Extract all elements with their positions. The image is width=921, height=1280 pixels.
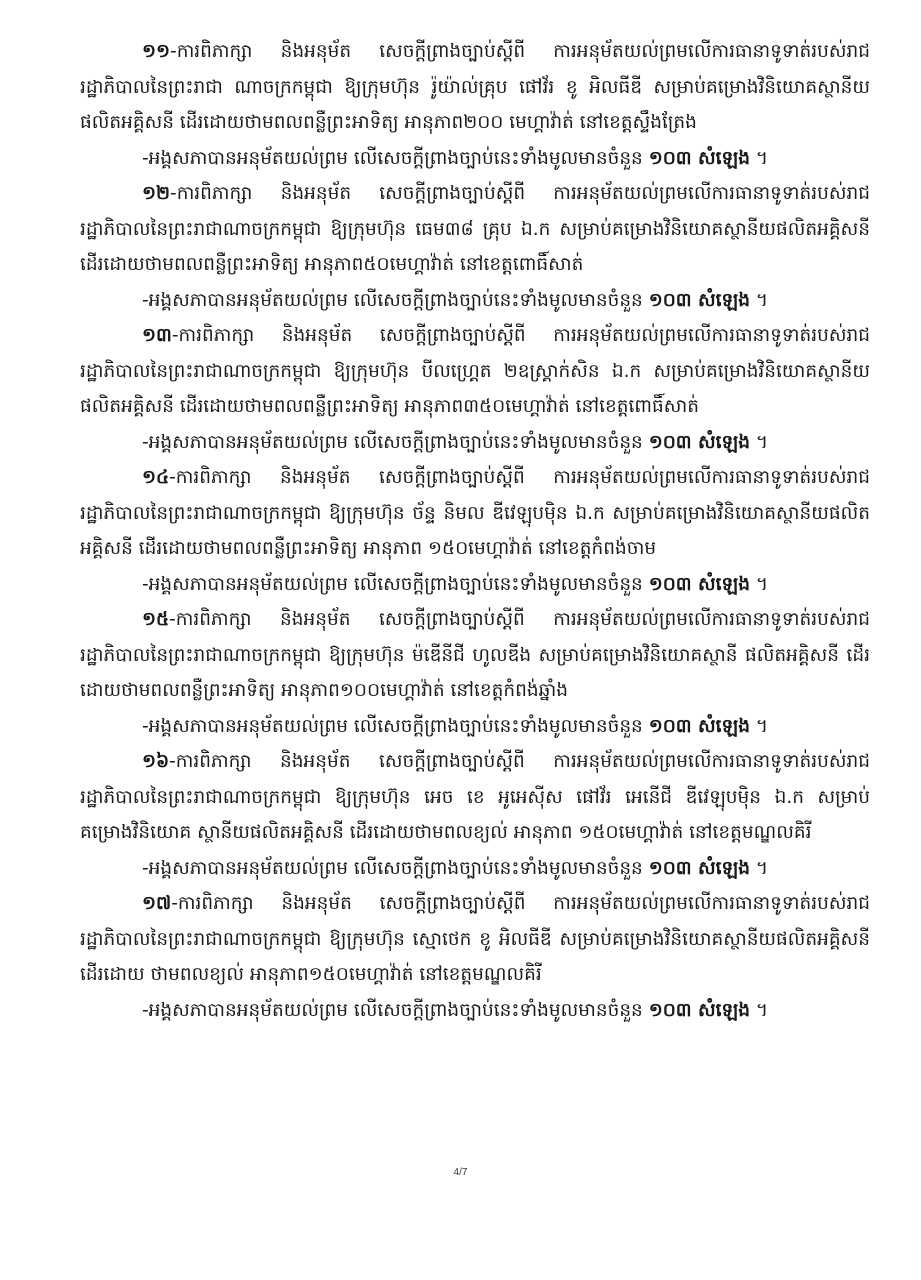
- vote-text: -អង្គសភាបានអនុម័តយល់ព្រម លើសេចក្ដីព្រាងច្បាប់នេះទាំងមូលមានចំនួន: [142, 999, 649, 1021]
- vote-end: ។: [749, 289, 769, 311]
- vote-result: [80, 425, 870, 461]
- item-paragraph: [80, 602, 870, 709]
- vote-count: ១០៣ សំឡេង: [648, 573, 750, 595]
- item-paragraph: [80, 886, 870, 993]
- item-text: -ការពិភាក្សា និងអនុម័ត សេចក្ដីព្រាងច្បាប់ស្ដីពី ការអនុម័តយល់ព្រមលើការធានាទូទាត់របស់រាជរដ្ឋាភិបាលនៃព្រះរាជាណាចក្រកម្ពុជា ឱ្យក្រុមហ៊ុន ច័ន្ទ និមល ឌីវេឡុបម៉ិន ឯ.ក សម្រាប់គម្រោងវិនិយោគស្ថានីយផលិតអគ្គិសនី ដើរដោយថាមពលពន្លឺព្រះអាទិត្យ អានុភាព ១៥០មេហ្គាវ៉ាត់ នៅខេត្តកំពង់ចាម: [80, 467, 870, 559]
- item-paragraph: [80, 460, 870, 567]
- vote-count: ១០៣ សំឡេង: [648, 715, 750, 737]
- vote-result: [80, 283, 870, 319]
- vote-text: -អង្គសភាបានអនុម័តយល់ព្រម លើសេចក្ដីព្រាងច្បាប់នេះទាំងមូលមានចំនួន: [142, 715, 649, 737]
- vote-end: ។: [749, 147, 769, 169]
- item-text: -ការពិភាក្សា និងអនុម័ត សេចក្ដីព្រាងច្បាប់ស្ដីពី ការអនុម័តយល់ព្រមលើការធានាទូទាត់របស់រាជរដ្ឋាភិបាលនៃព្រះរាជាណាចក្រកម្ពុជា ឱ្យក្រុមហ៊ុន អេច ខេ អូអេស៊ីស ផៅវ័រ អេនើជី ឌីវេឡុបម៉ិន ឯ.ក សម្រាប់គម្រោងវិនិយោគ ស្ថានីយផលិតអគ្គិសនី ដើរដោយថាមពលខ្យល់ អានុភាព ១៥០មេហ្គាវ៉ាត់ នៅខេត្តមណ្ឌលគិរី: [80, 751, 870, 843]
- vote-end: ។: [749, 857, 769, 879]
- vote-count: ១០៣ សំឡេង: [648, 431, 750, 453]
- item-text: -ការពិភាក្សា និងអនុម័ត សេចក្ដីព្រាងច្បាប់ស្ដីពី ការអនុម័តយល់ព្រមលើការធានាទូទាត់របស់រាជរដ្ឋាភិបាលនៃព្រះរាជាណាចក្រកម្ពុជា ឱ្យក្រុមហ៊ុន បីលហ្រ្គេត ២ឧស្គ្រាក់សិន ឯ.ក សម្រាប់គម្រោងវិនិយោគស្ថានីយផលិតអគ្គិសនី ដើរដោយថាមពលពន្លឺព្រះអាទិត្យ អានុភាព៣៥០មេហ្គាវ៉ាត់ នៅខេត្តពោធិ៍សាត់: [80, 325, 870, 417]
- agenda-item-14: [80, 460, 870, 602]
- document-body: [80, 34, 870, 1028]
- item-number: ១៤: [142, 467, 170, 488]
- vote-end: ។: [749, 573, 769, 595]
- item-number: ១៧: [142, 893, 172, 914]
- item-text: -ការពិភាក្សា និងអនុម័ត សេចក្ដីព្រាងច្បាប់ស្ដីពី ការអនុម័តយល់ព្រមលើការធានាទូទាត់របស់រាជរដ្ឋាភិបាលនៃព្រះរាជាណាចក្រកម្ពុជា ឱ្យក្រុមហ៊ុន ធេម៣៨ គ្រុប ឯ.ក សម្រាប់គម្រោងវិនិយោគស្ថានីយផលិតអគ្គិសនី ដើរដោយថាមពលពន្លឺព្រះអាទិត្យ អានុភាព៥០មេហ្គាវ៉ាត់ នៅខេត្តពោធិ៍សាត់: [80, 183, 870, 275]
- item-number: ១៣: [142, 325, 172, 346]
- vote-end: ។: [749, 431, 769, 453]
- page-number: 4/7: [453, 1167, 468, 1178]
- vote-text: -អង្គសភាបានអនុម័តយល់ព្រម លើសេចក្ដីព្រាងច្បាប់នេះទាំងមូលមានចំនួន: [142, 857, 649, 879]
- vote-result: [80, 993, 870, 1029]
- item-number: ១១: [142, 41, 171, 62]
- agenda-item-12: [80, 176, 870, 318]
- item-text: -ការពិភាក្សា និងអនុម័ត សេចក្ដីព្រាងច្បាប់ស្ដីពី ការអនុម័តយល់ព្រមលើការធានាទូទាត់របស់រាជរដ្ឋាភិបាលនៃព្រះរាជាណាចក្រកម្ពុជា ឱ្យក្រុមហ៊ុន ម៉ឌើនីជី ហូលឌីង សម្រាប់គម្រោងវិនិយោគស្ថានី ផលិតអគ្គិសនី ដើរដោយថាមពលពន្លឺព្រះអាទិត្យ អានុភាព១០០មេហ្គាវ៉ាត់ នៅខេត្តកំពង់ឆ្នាំង: [80, 609, 870, 701]
- vote-text: -អង្គសភាបានអនុម័តយល់ព្រម លើសេចក្ដីព្រាងច្បាប់នេះទាំងមូលមានចំនួន: [142, 573, 649, 595]
- agenda-item-17: [80, 886, 870, 1028]
- vote-end: ។: [749, 999, 769, 1021]
- item-text: -ការពិភាក្សា និងអនុម័ត សេចក្ដីព្រាងច្បាប់ស្ដីពី ការអនុម័តយល់ព្រមលើការធានាទូទាត់របស់រាជរដ្ឋាភិបាលនៃព្រះរាជា ណាចក្រកម្ពុជា ឱ្យក្រុមហ៊ុន រ៉ូយ៉ាល់គ្រុប ផៅវ័រ ខូ អិលធីឌី សម្រាប់គម្រោងវិនិយោគស្ថានីយផលិតអគ្គិសនី ដើរដោយថាមពលពន្លឺព្រះអាទិត្យ អានុភាព២០០ មេហ្គាវ៉ាត់ នៅខេត្តស្ទឹងត្រែង: [80, 41, 870, 133]
- item-text: -ការពិភាក្សា និងអនុម័ត សេចក្ដីព្រាងច្បាប់ស្ដីពី ការអនុម័តយល់ព្រមលើការធានាទូទាត់របស់រាជរដ្ឋាភិបាលនៃព្រះរាជាណាចក្រកម្ពុជា ឱ្យក្រុមហ៊ុន ស្មោថេក ខូ អិលធីឌី សម្រាប់គម្រោងវិនិយោគស្ថានីយផលិតអគ្គិសនី ដើរដោយ ថាមពលខ្យល់ អានុភាព១៥០មេហ្គាវ៉ាត់ នៅខេត្តមណ្ឌលគិរី: [80, 893, 870, 985]
- vote-result: [80, 851, 870, 887]
- vote-end: ។: [749, 715, 769, 737]
- item-paragraph: [80, 176, 870, 283]
- agenda-item-15: [80, 602, 870, 744]
- vote-result: [80, 709, 870, 745]
- vote-text: -អង្គសភាបានអនុម័តយល់ព្រម លើសេចក្ដីព្រាងច្បាប់នេះទាំងមូលមានចំនួន: [142, 431, 649, 453]
- vote-count: ១០៣ សំឡេង: [648, 289, 750, 311]
- item-paragraph: [80, 318, 870, 425]
- vote-count: ១០៣ សំឡេង: [648, 999, 750, 1021]
- item-number: ១៦: [142, 751, 170, 772]
- vote-text: -អង្គសភាបានអនុម័តយល់ព្រម លើសេចក្ដីព្រាងច្បាប់នេះទាំងមូលមានចំនួន: [142, 289, 649, 311]
- item-number: ១២: [142, 183, 171, 204]
- agenda-item-16: [80, 744, 870, 886]
- item-paragraph: [80, 744, 870, 851]
- vote-text: -អង្គសភាបានអនុម័តយល់ព្រម លើសេចក្ដីព្រាងច្បាប់នេះទាំងមូលមានចំនួន: [142, 147, 649, 169]
- item-paragraph: [80, 34, 870, 141]
- item-number: ១៥: [142, 609, 170, 630]
- vote-count: ១០៣ សំឡេង: [648, 147, 750, 169]
- vote-count: ១០៣ សំឡេង: [648, 857, 750, 879]
- vote-result: [80, 567, 870, 603]
- agenda-item-11: [80, 34, 870, 176]
- vote-result: [80, 141, 870, 177]
- agenda-item-13: [80, 318, 870, 460]
